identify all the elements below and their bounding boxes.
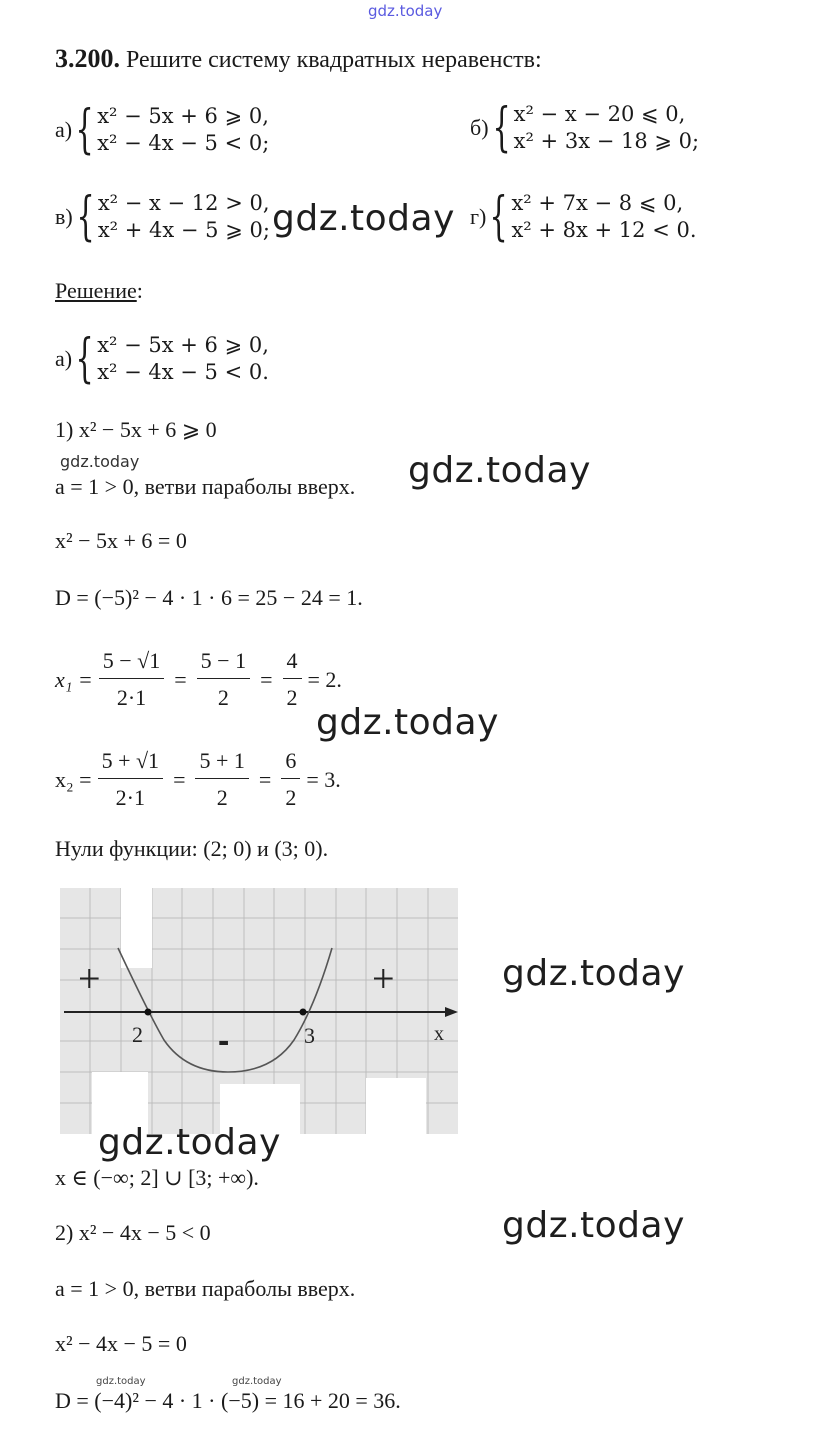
watermark: gdz.today (272, 198, 455, 239)
brace-icon: { (76, 187, 95, 247)
system-label: г) (470, 204, 487, 229)
minus-sign: - (218, 1022, 230, 1060)
root-x2: x₂ = $\frac{5 + √1}{2\cdot 1}$ = $\frac{5 + 1}{2}$ = $\frac{6}{2}$ = 3. (55, 748, 341, 810)
system-line: x² − x − 20 ⩽ 0, (513, 102, 686, 126)
root-label-2: 2 (132, 1022, 143, 1047)
step2-discriminant: D = (−4)² − 4 · 1 · (−5) = 16 + 20 = 36. (55, 1388, 401, 1413)
root-x1: x₁ = $\frac{5 - √1}{2\cdot 1}$ = $\frac{5 - 1}{2}$ = $\frac{4}{2}$ = 2. (55, 648, 342, 710)
brace-icon: { (75, 329, 94, 389)
brace-icon: { (75, 100, 94, 160)
step1-branches: a = 1 > 0, ветви параболы вверх. (55, 474, 356, 499)
fraction: $\frac{5 + √1}{2\cdot 1}$ (98, 748, 163, 811)
parabola-graph (60, 888, 458, 1134)
system-g (470, 187, 697, 247)
watermark-small: gdz.today (60, 452, 140, 471)
system-label: а) (55, 117, 73, 142)
system-line: x² − 4x − 5 < 0. (97, 360, 269, 384)
solution-heading: Решение: (55, 278, 143, 303)
zeros-line: Нули функции: (2; 0) и (3; 0). (55, 836, 329, 861)
watermark-tiny: gdz.today (96, 1376, 146, 1387)
brace-icon: { (489, 187, 509, 247)
system-line: x² + 8x + 12 < 0. (511, 218, 697, 242)
watermark: gdz.today (408, 450, 591, 491)
problem-statement: Решите систему квадратных неравенств: (126, 47, 542, 73)
system-label: в) (55, 204, 73, 229)
root-label-3: 3 (304, 1023, 315, 1048)
watermark: gdz.today (316, 702, 499, 743)
system-v (55, 187, 270, 247)
watermark-top: gdz.today (368, 2, 443, 20)
system-line: x² − x − 12 > 0, (97, 191, 270, 215)
axis-label-x: x (434, 1023, 444, 1045)
system-b (470, 98, 700, 158)
fraction: $\frac{6}{2}$ (281, 748, 300, 811)
step1-discriminant: D = (−5)² − 4 · 1 · 6 = 25 − 24 = 1. (55, 585, 363, 610)
problem-title (55, 44, 542, 74)
system-line: x² − 4x − 5 < 0; (97, 131, 270, 155)
system-a (55, 100, 270, 160)
step2-equation: x² − 4x − 5 = 0 (55, 1331, 187, 1356)
system-line: x² + 7x − 8 ⩽ 0, (511, 191, 684, 215)
system-line: x² + 3x − 18 ⩾ 0; (513, 129, 700, 153)
system-line: x² − 5x + 6 ⩾ 0, (97, 333, 269, 357)
system-label: а) (55, 346, 73, 371)
watermark: gdz.today (502, 1205, 685, 1246)
step2-inequality: 2) x² − 4x − 5 < 0 (55, 1220, 211, 1245)
plus-sign-right: + (372, 956, 395, 1001)
fraction: $\frac{5 - √1}{2\cdot 1}$ (99, 648, 164, 711)
fraction: $\frac{5 - 1}{2}$ (197, 648, 250, 711)
root-point (145, 1009, 152, 1016)
watermark-tiny: gdz.today (232, 1376, 282, 1387)
solution-system-a (55, 329, 269, 389)
fraction: $\frac{5 + 1}{2}$ (195, 748, 248, 811)
step2-branches: a = 1 > 0, ветви параболы вверх. (55, 1276, 356, 1301)
root-point (300, 1009, 307, 1016)
watermark: gdz.today (98, 1122, 281, 1163)
brace-icon: { (491, 98, 511, 158)
step1-inequality: 1) x² − 5x + 6 ⩾ 0 (55, 417, 217, 442)
watermark: gdz.today (502, 953, 685, 994)
fraction: $\frac{4}{2}$ (283, 648, 302, 711)
system-label: б) (470, 115, 489, 140)
system-line: x² − 5x + 6 ⩾ 0, (97, 104, 269, 128)
plus-sign-left: + (78, 956, 101, 1001)
problem-number: 3.200. (55, 44, 120, 73)
step1-equation: x² − 5x + 6 = 0 (55, 528, 187, 553)
step1-answer: x ∈ (−∞; 2] ∪ [3; +∞). (55, 1165, 259, 1190)
system-line: x² + 4x − 5 ⩾ 0; (97, 218, 270, 242)
